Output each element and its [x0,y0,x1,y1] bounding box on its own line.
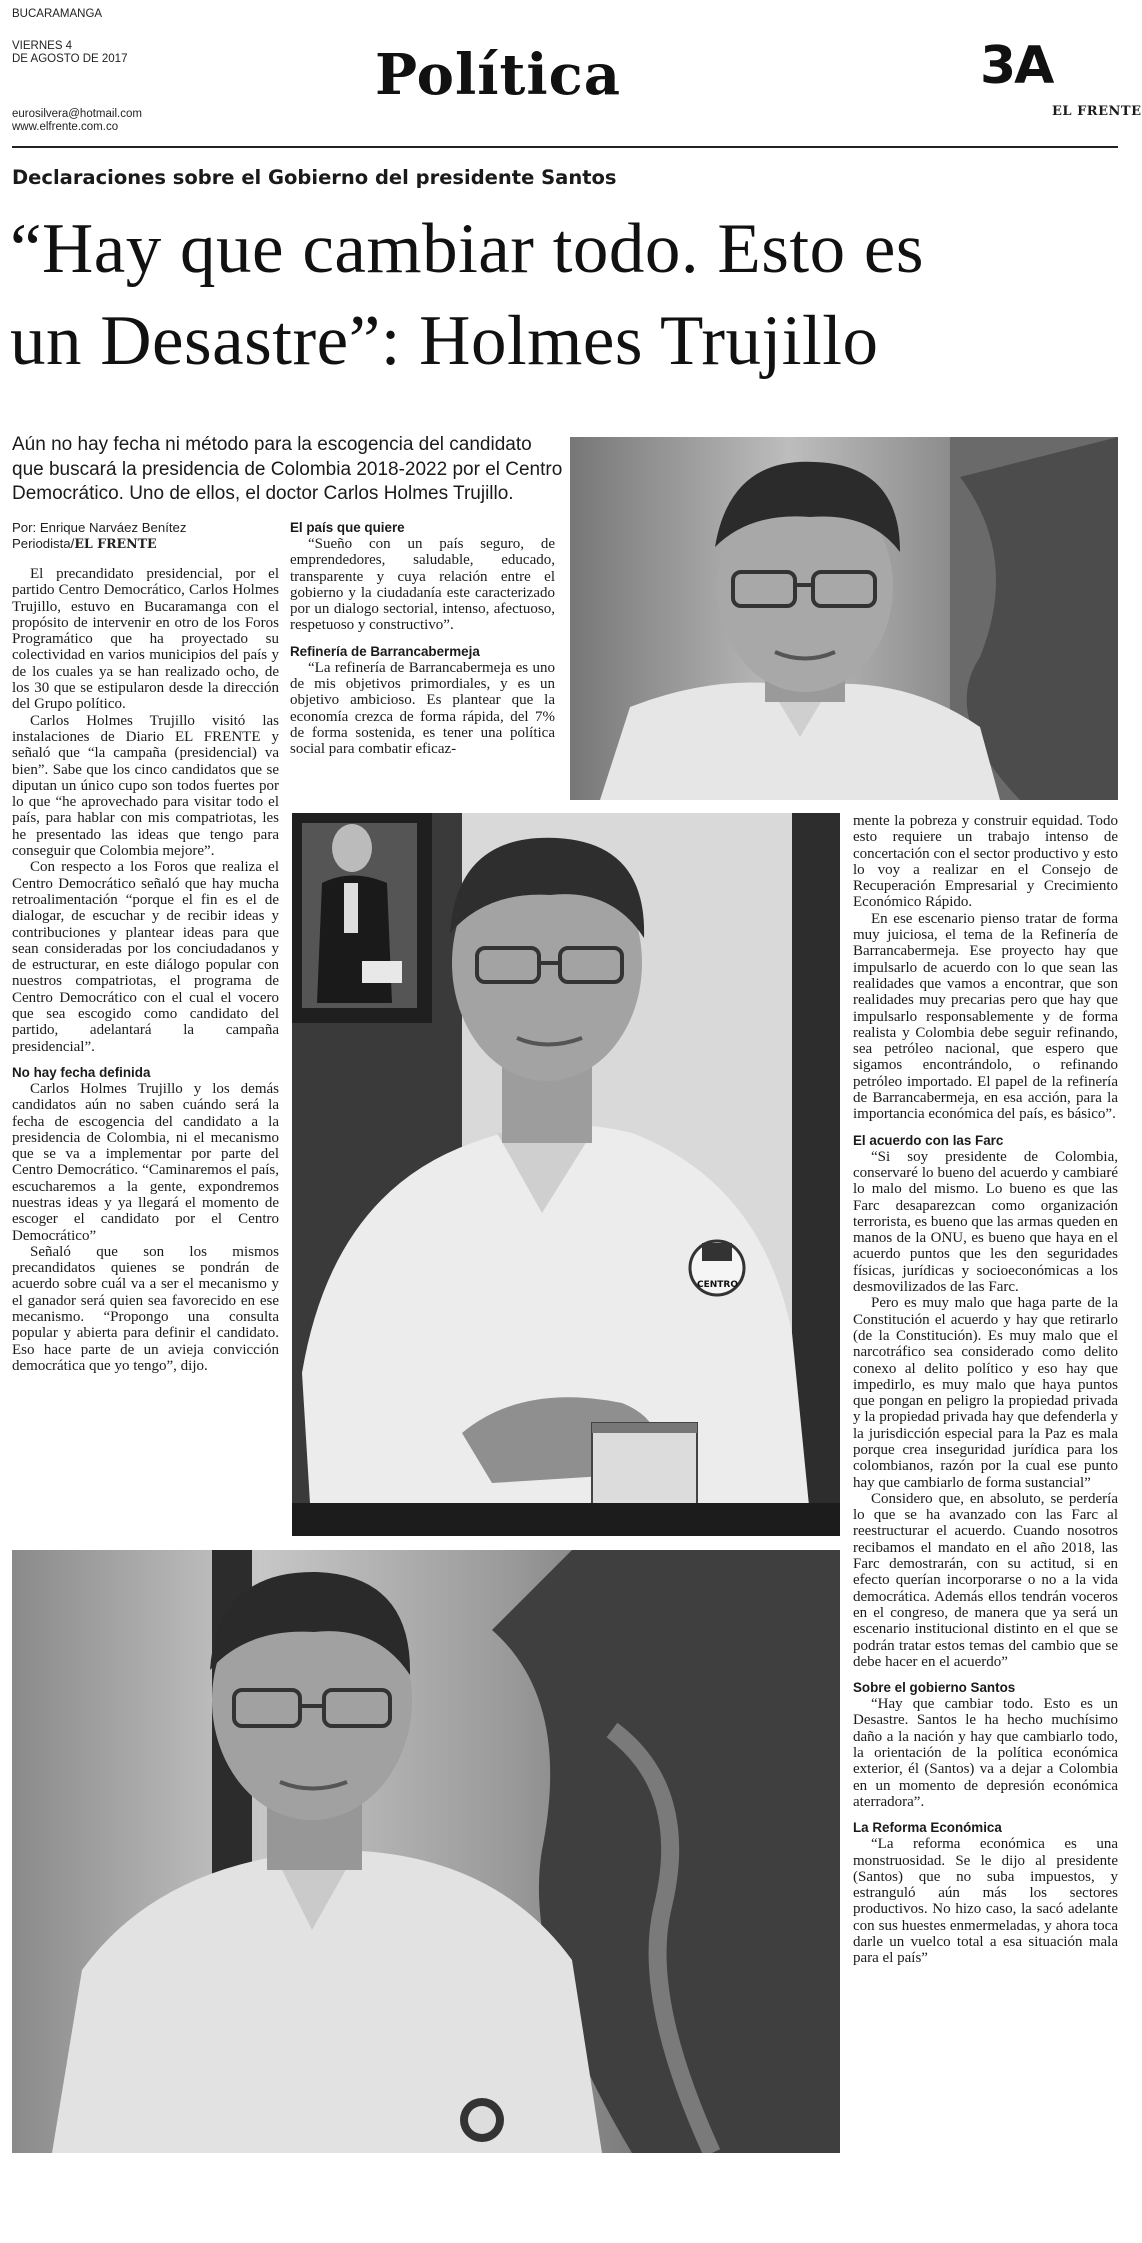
headline-line-1: “Hay que cambiar todo. Esto es [10,210,925,288]
col2-paragraph: “Sueño con un país seguro, de emprendedores, saludable, educado, transparente y cuya relación entre el gobierno y la ciudadanía este caracterizado por un dialogo sectorial, intenso, afectuoso, respetuoso y constructivo”. [290,536,555,634]
col2-paragraph: “La refinería de Barrancabermeja es uno de mis objetivos primordiales, y es un objetivo ambicioso. Es plantear que la economía crezca de forma rápida, del 7% de forma sostenida, es tener una política social para combatir eficaz- [290,659,555,758]
contact-website: www.elfrente.com.co [12,121,119,133]
byline-author: Por: Enrique Narváez Benítez [12,520,187,535]
col3-paragraph: mente la pobreza y construir equidad. Todo esto requiere un trabajo intenso de concertación con el sector productivo y esto lo voy a realizar en el Consejo de Recuperación Empresarial y Crecimiento Económico Rápido. [853,813,1118,911]
section-title: Política [375,42,622,108]
headline [10,203,1130,387]
kicker: Declaraciones sobre el Gobierno del presidente Santos [12,166,617,189]
col1-paragraph: Señaló que son los mismos precandidatos quienes se pondrán de acuerdo sobre cuál va a ser el mecanismo y el ganador será quien sea favorecido en ese mecanismo. “Propongo una consulta popular y abierta para definir el candidato. Eso hace parte de un avieja convicción democrática que yo tengo”, dijo. [12,1243,279,1374]
col3-paragraph: “Si soy presidente de Colombia, conservaré lo bueno del acuerdo y cambiaré lo malo del mismo. Lo bueno es que las Farc desaparezcan como organización terrorista, es bueno que las armas queden en manos de la ONU, es bueno que haya en el acuerdo puntos que les den seguridades físicas, jurídicas y socioeconómicas a los desmovilizados de las Farc. [853,1148,1118,1296]
byline-role-line [12,536,282,552]
date-line-2: DE AGOSTO DE 2017 [12,53,128,65]
photo-portrait-bottom [12,1550,840,2153]
col3-paragraph: “Hay que cambiar todo. Esto es un Desastre. Santos le ha hecho muchísimo daño a la nación y hay que cambiarlo todo, la orientación de la política económica exterior, él (Santos) va a dejar a Colombia en un momento de depresión económica aterradora”. [853,1696,1118,1810]
masthead-rule [12,146,1118,148]
subheading-pais-que-quiere: El país que quiere [290,520,405,535]
badge-label: CENTRO [696,1280,738,1290]
contact-block [12,108,142,134]
col1-paragraph: Carlos Holmes Trujillo visitó las instalaciones de Diario EL FRENTE y señaló que “la campaña (presidencial) va bien”. Sabe que los cinco candidatos que se diputan un único cupo son todos fuertes por lo que “he aprovechado para visitar todo el país, para hablar con mis compatriotas, les he presentado las ideas que tengo para conseguir que Colombia mejore”. [12,712,279,860]
column-1 [12,566,279,1374]
date-line-1: VIERNES 4 [12,40,73,52]
page-number: 3A [980,36,1053,96]
subheading-refineria: Refinería de Barrancabermeja [290,643,480,659]
issue-date [12,40,127,66]
col3-paragraph: “La reforma económica es una monstruosidad. Se le dijo al presidente (Santos) que no suba impuestos, y estranguló aún más los sectores productivos. No hizo caso, la sacó adelante con sus huestes enmermeladas, y ahora toca darle un vuelco total a esa situación mala para el país” [853,1836,1118,1967]
byline-role: Periodista/ [12,536,75,551]
headline-line-2: un Desastre”: Holmes Trujillo [10,302,879,380]
col3-paragraph: Pero es muy malo que haga parte de la Constitución el acuerdo y hay que retirarlo (de la Constitución). Es muy malo que el narcotráfico sea considerado como delito conexo al delito político y eso hay que impedirlo, es muy malo que haya puntos que pongan en peligro la propiedad privada y la propiedad privada hay que defenderla y la jurisdicción especial para la Paz es mala porque crea inseguridad jurídica para los colombianos, razón por la cual ese punto hay que cambiarlo de forma sustancial” [853,1295,1118,1491]
contact-email: eurosilvera@hotmail.com [12,108,142,120]
city-label: BUCARAMANGA [12,8,103,20]
subheading-reforma: La Reforma Económica [853,1820,1002,1836]
col3-paragraph: En ese escenario pienso tratar de forma muy juiciosa, el tema de la Refinería de Barrancabermeja. Ese proyecto hay que impulsarlo de acuerdo con lo que sean las realidades que vamos a encontrar, que son realidades muy precarias pero que hay que impulsarlo responsablemente y de forma realista y Colombia debe seguir refinando, sea petróleo nacional, que espero que sigamos encontrándolo, o refinando petróleo importado. El papel de la refinería de Barrancabermeja, en esa acción, para la importancia económica del país, es básico”. [853,910,1118,1123]
article-deck: Aún no hay fecha ni método para la escogencia del candidato que buscará la presidencia de Colombia 2018-2022 por el Centro Democrático. Uno de ellos, el doctor Carlos Holmes Trujillo. [12,434,563,504]
brand-logo-small: EL FRENTE [1052,104,1142,119]
subheading-no-fecha: No hay fecha definida [12,1064,151,1080]
column-3 [853,813,1118,1967]
col3-paragraph: Considero que, en absoluto, se perdería lo que se ha avanzado con las Farc al reestructurar el acuerdo. Cuando nosotros recibamos el mandato en el año 2018, las Farc demostrarán, con su actitud, si en efecto querían incorporarse o no a la vida democrática. Además ellos tendrán voceros en el congreso, de manera que ya será un escenario institucional distinto en el que se podrán tratar estos temas del cambio que se debe hacer en el acuerdo” [853,1490,1118,1670]
byline-brand: EL FRENTE [74,536,157,551]
subheading-gobierno-santos: Sobre el gobierno Santos [853,1680,1016,1696]
col1-paragraph: El precandidato presidencial, por el partido Centro Democrático, Carlos Holmes Trujillo, estuvo en Bucaramanga con el propósito de intervenir en otro de los Foros Programático que ha proyectado su colectividad en varios municipios del país y de los cuales ya se han realizado ocho, de los 30 que se estipularon desde la dirección del Grupo político. [12,566,279,713]
photo-interview-middle [292,813,840,1536]
col1-paragraph: Carlos Holmes Trujillo y los demás candidatos aún no saben cuándo será la fecha de escogencia del candidato a la presidencia de Colombia, ni el mecanismo que se va a implementar por parte del Centro Democrático. “Caminaremos el país, escucharemos a la gente, expondremos nuestras ideas y ya llegará el momento de escoger el candidato por el Centro Democrático” [12,1080,279,1244]
byline [12,520,282,552]
subheading-acuerdo-farc: El acuerdo con las Farc [853,1132,1004,1148]
column-2 [290,519,555,758]
col1-paragraph: Con respecto a los Foros que realiza el Centro Democrático señaló que hay mucha retroalimentación “porque el fin es el de dialogar, de escuchar y de recibir ideas y contribuciones y plantear ideas para que sean consideradas por los conciudadanos y de estructurar, en este diálogo popular con nuestros compatriotas, el programa de Centro Democrático con el cual el vocero que sea escogido como candidato del partido, adelantará la campaña presidencial”. [12,859,279,1055]
photo-portrait-top [570,437,1118,800]
